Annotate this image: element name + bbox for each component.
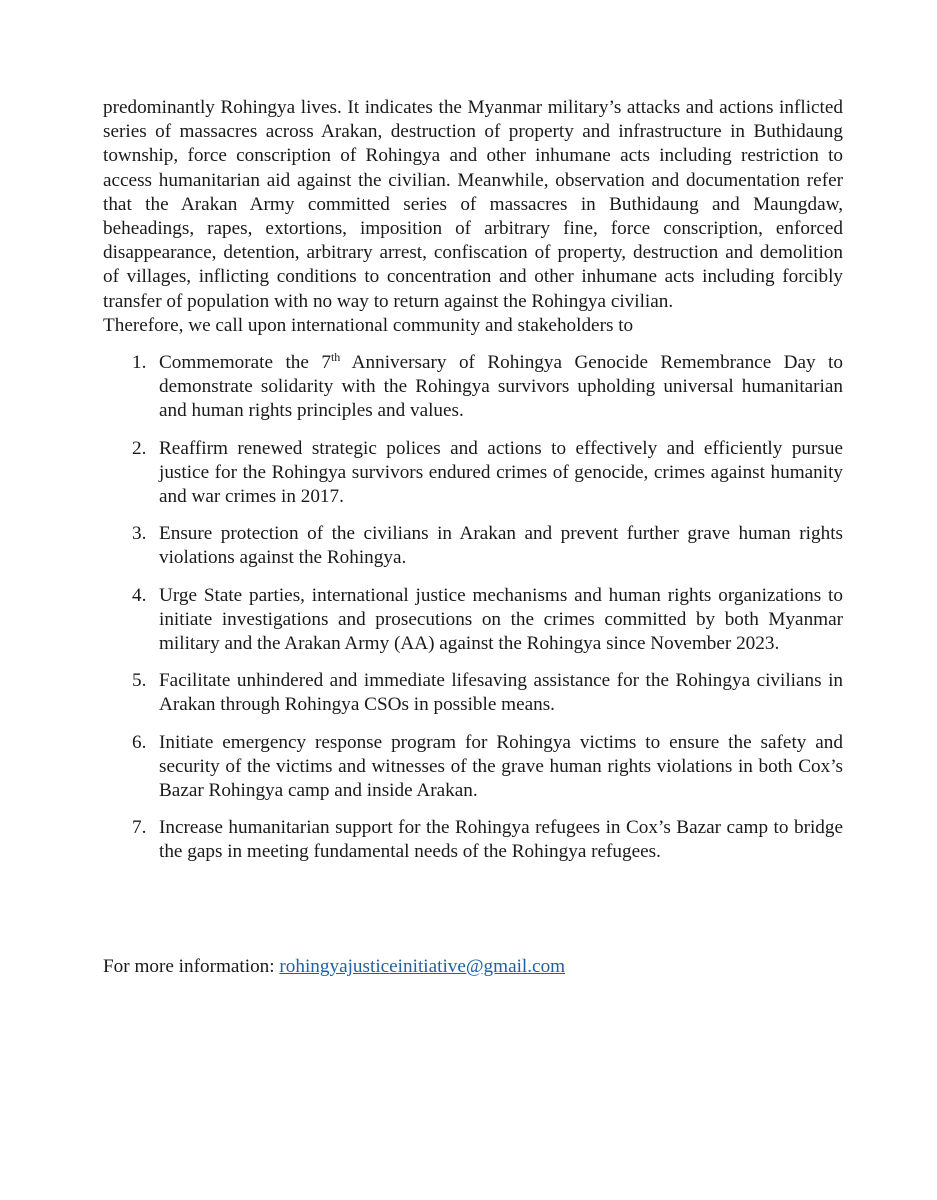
list-item-number: 1. xyxy=(132,352,147,373)
intro-paragraph: predominantly Rohingya lives. It indicates the Myanmar military’s attacks and actions inflicted series of massacres across Arakan, destruction of property and infrastructure in Buthidaung township, force conscription of Rohingya and other inhumane acts including restriction to access humanitarian aid against the civilian. Meanwhile, observation and documentation refer that the Arakan Army committed series of massacres in Buthidaung and Maungdaw, beheadings, rapes, extortions, imposition of arbitrary fine, force conscription, enforced disappearance, detention, arbitrary arrest, confiscation of property, destruction and demolition of villages, inflicting conditions to concentration and other inhumane acts including forcibly transfer of population with no way to return against the Rohingya civilian. xyxy=(103,97,843,312)
list-item xyxy=(103,522,843,570)
list-item-number: 2. xyxy=(132,437,147,459)
contact-line xyxy=(103,955,565,979)
list-item-text: Commemorate the 7th Anniversary of Rohingya Genocide Remembrance Day to demonstrate solidarity with the Rohingya survivors upholding universal humanitarian and human rights principles and values. xyxy=(159,350,843,422)
list-item-number: 4. xyxy=(132,584,147,606)
list-item-number: 3. xyxy=(132,523,147,545)
contact-email-link[interactable]: rohingyajusticeinitiative@gmail.com xyxy=(279,956,566,977)
list-item xyxy=(103,669,843,717)
list-item-text: Facilitate unhindered and immediate lifesaving assistance for the Rohingya civilians in Arakan through Rohingya CSOs in possible means. xyxy=(159,670,843,716)
contact-label: For more information: xyxy=(103,956,280,977)
list-item-text: Ensure protection of the civilians in Arakan and prevent further grave human rights violations against the Rohingya. xyxy=(159,523,843,569)
list-item xyxy=(103,437,843,510)
list-item xyxy=(103,351,843,424)
superscript-ordinal: th xyxy=(330,350,341,364)
list-item xyxy=(103,584,843,657)
list-item-number: 5. xyxy=(132,670,147,692)
list-item-text: Initiate emergency response program for Rohingya victims to ensure the safety and security of the victims and witnesses of the grave human rights violations in both Cox’s Bazar Rohingya camp and inside Arakan. xyxy=(159,731,843,802)
recommendations-list xyxy=(103,351,843,878)
list-item-text: Reaffirm renewed strategic polices and actions to effectively and efficiently pursue justice for the Rohingya survivors endured crimes of genocide, crimes against humanity and war crimes in 2017. xyxy=(159,437,843,508)
list-item-text: Increase humanitarian support for the Rohingya refugees in Cox’s Bazar camp to bridge the gaps in meeting fundamental needs of the Rohingya refugees. xyxy=(159,817,843,863)
list-item xyxy=(103,816,843,864)
list-item-number: 6. xyxy=(132,731,147,753)
call-intro-paragraph: Therefore, we call upon international community and stakeholders to xyxy=(103,315,634,336)
list-item-text: Urge State parties, international justice mechanisms and human rights organizations to initiate investigations and prosecutions on the crimes committed by both Myanmar military and the Arakan Army (AA) against the Rohingya since November 2023. xyxy=(159,584,843,655)
list-item xyxy=(103,731,843,804)
list-item-number: 7. xyxy=(132,817,147,839)
